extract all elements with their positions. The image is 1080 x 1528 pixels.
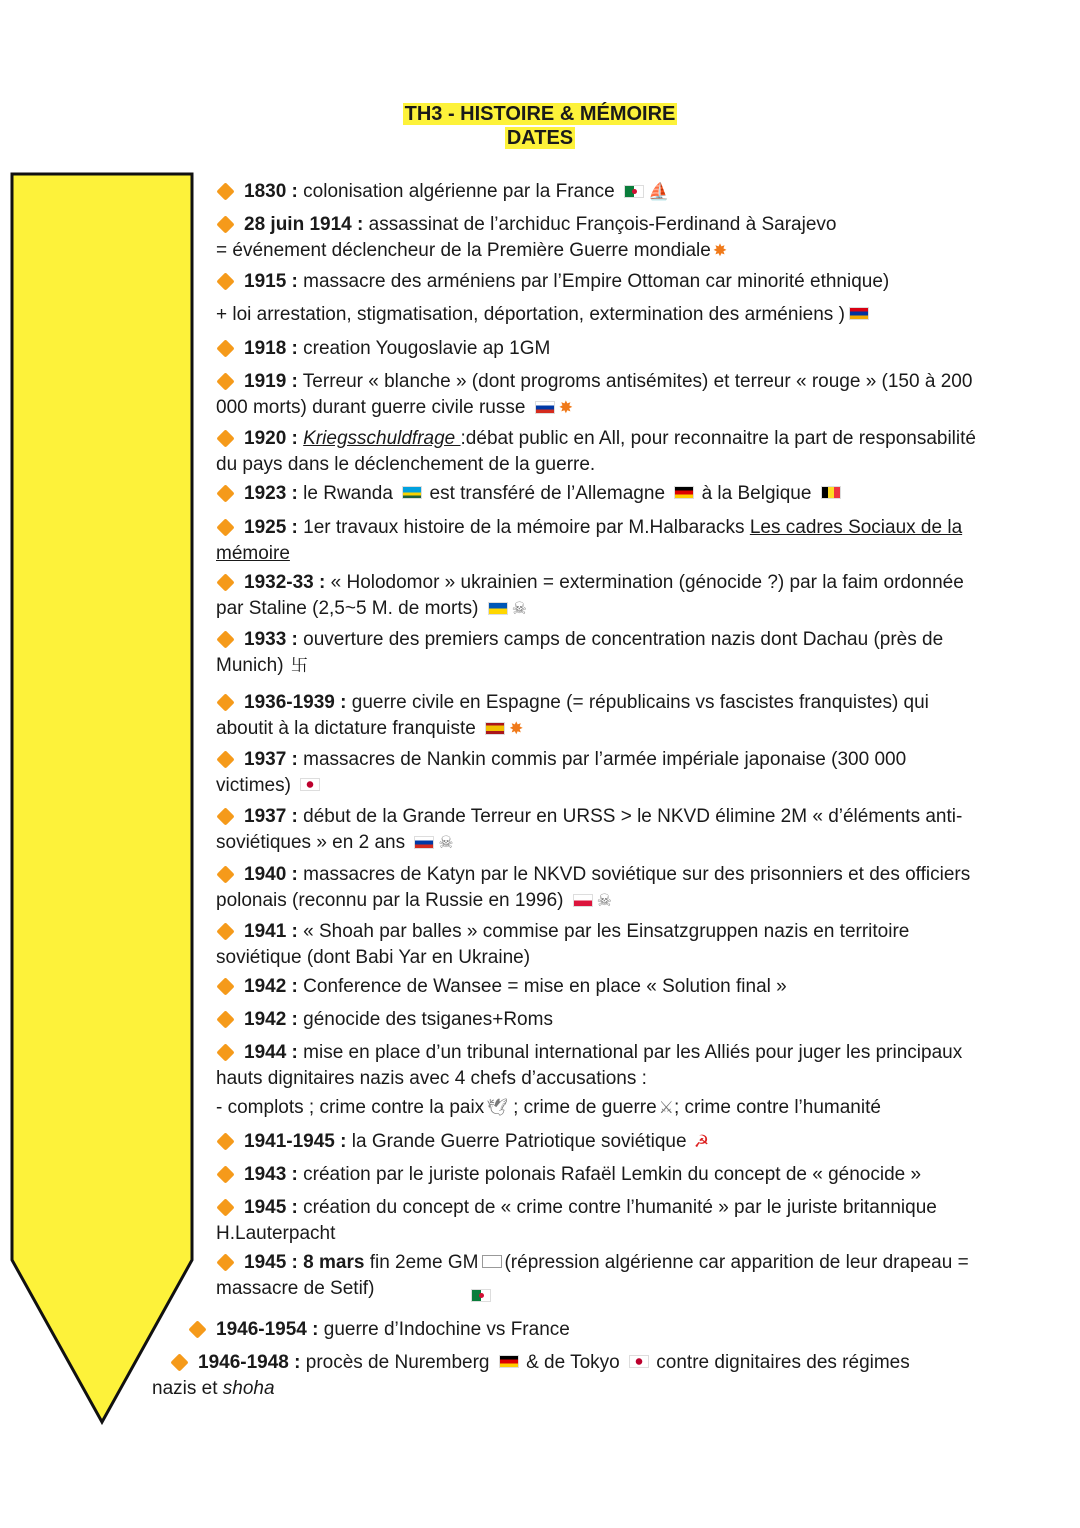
timeline-entry: 1945 : création du concept de « crime contre l’humanité » par le juriste britannique H.Lauterpacht [216,1197,937,1244]
germany-flag-icon [674,486,694,499]
timeline-entry: 1932-33 : « Holodomor » ukrainien = extermination (génocide ?) par la faim ordonnée par Staline (2,5~5 M. de morts) ☠ [216,570,986,622]
orange-diamond-icon [216,518,234,536]
timeline-entry: 1942 : génocide des tsiganes+Roms [216,1007,986,1033]
boat-icon: ⛵ [648,182,670,201]
orange-diamond-icon [216,429,234,447]
russia-flag-icon [414,836,434,849]
russia-flag-icon [535,401,555,414]
orange-diamond-icon [216,573,234,591]
timeline-entry: 1943 : création par le juriste polonais Rafaël Lemkin du concept de « génocide » [216,1162,986,1188]
ukraine-flag-icon [488,602,508,615]
orange-diamond-icon [216,339,234,357]
skull-icon: ☠ [596,891,613,910]
timeline-entry: 1937 : début de la Grande Terreur en URSS > le NKVD élimine 2M « d’éléments anti-soviétiques » en 2 ans ☠ [216,804,986,856]
dove-icon: 🕊 [486,1098,508,1117]
orange-diamond-icon [216,1253,234,1271]
skull-icon: ☠ [438,833,454,852]
timeline-entry: 1919 : Terreur « blanche » (dont progroms antisémites) et terreur « rouge » (150 à 200 000 morts) durant guerre civile russe ✸ [216,369,986,421]
orange-diamond-icon [216,182,234,200]
timeline-entry: 1946-1954 : guerre d’Indochine vs France [188,1317,958,1343]
algeria-flag-icon [624,185,644,198]
timeline-entry-continuation: + loi arrestation, stigmatisation, déportation, extermination des arméniens ) [216,302,986,328]
timeline-entry: 1942 : Conference de Wansee = mise en place « Solution final » [216,974,986,1000]
timeline-entry: 1918 : creation Yougoslavie ap 1GM [216,336,986,362]
orange-diamond-icon [188,1320,206,1338]
orange-diamond-icon [216,630,234,648]
orange-diamond-icon [216,1198,234,1216]
timeline-entry: 1941 : « Shoah par balles » commise par les Einsatzgruppen nazis en territoire soviétique (dont Babi Yar en Ukraine) [216,921,910,968]
timeline-entry: 1944 : mise en place d’un tribunal international par les Alliés pour juger les principaux hauts dignitaires nazis avec 4 chefs d’accusations : [216,1042,963,1089]
white-flag-icon [482,1255,502,1268]
japan-flag-icon [629,1355,649,1368]
swords-icon: ⚔ [658,1098,674,1117]
orange-diamond-icon [216,977,234,995]
japan-flag-icon [300,778,320,791]
title-line-1: TH3 - HISTOIRE & MÉMOIRE [404,103,676,125]
belgium-flag-icon [821,486,841,499]
timeline-entry: 1940 : massacres de Katyn par le NKVD soviétique sur des prisonniers et des officiers polonais (reconnu par la Russie en 1996) ☠ [216,862,986,914]
timeline-entry: 1941-1945 : la Grande Guerre Patriotique soviétique ☭ [216,1129,986,1155]
swastika-icon: 卐 [290,656,308,675]
explosion-icon: ✸ [558,398,573,417]
timeline-entry: 1920 : Kriegsschuldfrage :débat public en All, pour reconnaitre la part de responsabilité du pays dans le déclenchement de la guerre. [216,428,976,475]
rwanda-flag-icon [402,486,422,499]
timeline-entry-continuation [205,1284,605,1310]
armenia-flag-icon [849,307,869,320]
timeline-entry: 1946-1948 : procès de Nuremberg & de Tokyo contre dignitaires des régimes nazis et shoha [152,1352,910,1399]
orange-diamond-icon [216,1132,234,1150]
timeline-entry: 1915 : massacre des arméniens par l’Empire Ottoman car minorité ethnique) [216,269,986,295]
explosion-icon: ✸ [509,719,524,738]
skull-icon: ☠ [511,599,527,618]
orange-diamond-icon [216,693,234,711]
orange-diamond-icon [216,750,234,768]
orange-diamond-icon [216,807,234,825]
orange-diamond-icon [216,484,234,502]
explosion-icon: ✸ [712,241,728,260]
timeline-entry: 28 juin 1914 : assassinat de l’archiduc François-Ferdinand à Sarajevo = événement déclencheur de la Première Guerre mondiale ✸ [216,212,986,264]
timeline-entry: 1936-1939 : guerre civile en Espagne (= républicains vs fascistes franquistes) qui aboutit à la dictature franquiste ✸ [216,690,986,742]
orange-diamond-icon [216,272,234,290]
germany-flag-icon [499,1355,519,1368]
timeline-entry: 1830 : colonisation algérienne par la France ⛵ [216,179,986,205]
timeline-entry: 1937 : massacres de Nankin commis par l’armée impériale japonaise (300 000 victimes) [216,749,907,796]
hammer-sickle-icon: ☭ [693,1132,710,1151]
orange-diamond-icon [216,372,234,390]
orange-diamond-icon [216,922,234,940]
timeline-entry: 1923 : le Rwanda est transféré de l’Allemagne à la Belgique [216,481,986,507]
spain-flag-icon [485,722,505,735]
orange-diamond-icon [216,865,234,883]
timeline-entry-continuation: - complots ; crime contre la paix 🕊 ; crime de guerre ⚔; crime contre l’humanité [216,1095,986,1121]
orange-diamond-icon [216,1165,234,1183]
algeria-flag-icon [471,1289,491,1302]
timeline-entry: 1933 : ouverture des premiers camps de concentration nazis dont Dachau (près de Munich) 卐 [216,627,986,679]
timeline-entry: 1945 : 8 mars fin 2eme GM (répression algérienne car apparition de leur drapeau = massacre de Setif) [216,1252,969,1299]
orange-diamond-icon [216,215,234,233]
poland-flag-icon [573,894,593,907]
orange-diamond-icon [216,1043,234,1061]
timeline-entry: 1925 : 1er travaux histoire de la mémoire par M.Halbaracks Les cadres Sociaux de la mémoire [216,517,963,564]
title-line-2: DATES [506,127,574,149]
orange-diamond-icon [216,1010,234,1028]
orange-diamond-icon [170,1353,188,1371]
